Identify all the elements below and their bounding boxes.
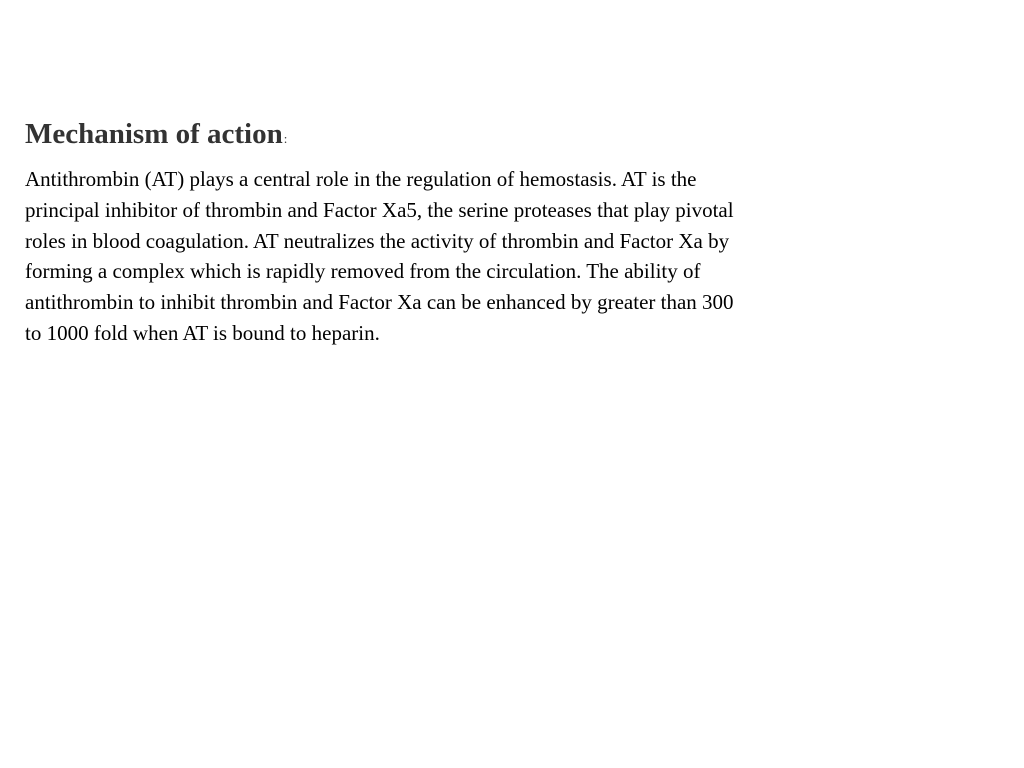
paragraph-line: antithrombin to inhibit thrombin and Factor Xa can be enhanced by greater than 300	[25, 290, 734, 315]
paragraph-line: roles in blood coagulation. AT neutralizes the activity of thrombin and Factor Xa by	[25, 228, 730, 253]
paragraph-line: forming a complex which is rapidly removed from the circulation. The ability of	[25, 259, 701, 284]
section-heading	[25, 114, 287, 159]
heading-text: Mechanism of action	[25, 118, 283, 150]
heading-colon: :	[283, 131, 288, 146]
paragraph-line: principal inhibitor of thrombin and Factor Xa5, the serine proteases that play pivotal	[25, 197, 734, 222]
paragraph-line: Antithrombin (AT) plays a central role in the regulation of hemostasis. AT is the	[25, 167, 697, 191]
paragraph-line: to 1000 fold when AT is bound to heparin.	[25, 320, 380, 345]
body-paragraph	[25, 164, 925, 349]
